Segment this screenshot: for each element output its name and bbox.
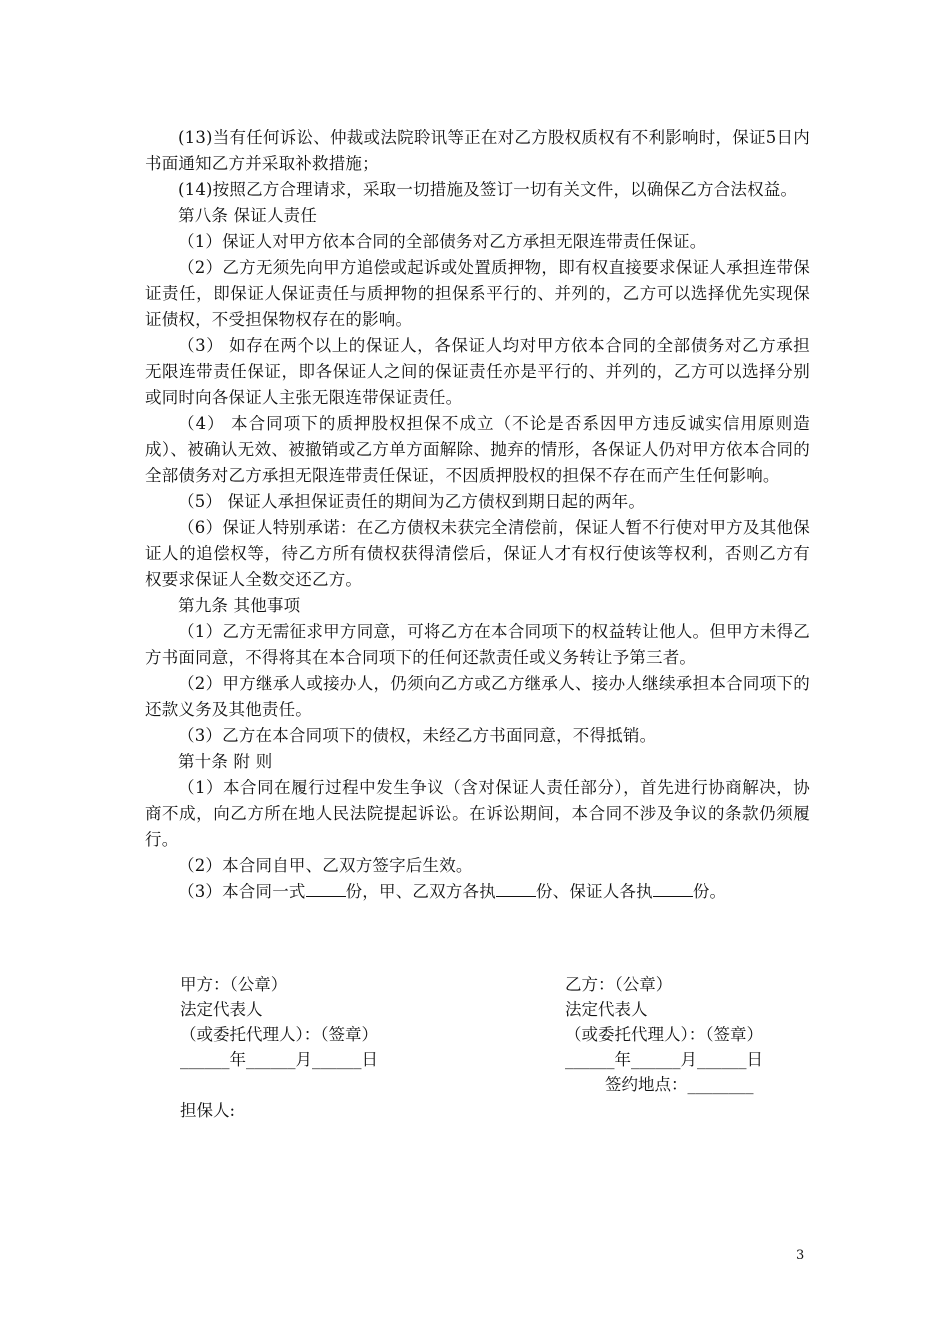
clause-13: (13)当有任何诉讼、仲裁或法院聆讯等正在对乙方股权质权有不利影响时，保证5日内书面通知乙方并采取补救措施； <box>145 128 810 173</box>
copies-guarantor-blank <box>653 880 693 898</box>
party-b-signature-block <box>565 972 763 1097</box>
party-a-signature-block <box>180 972 378 1072</box>
article-9-item-3: （3）乙方在本合同项下的债权，未经乙方书面同意，不得抵销。 <box>178 726 657 745</box>
copies-text-4: 份。 <box>692 882 727 901</box>
article-9-heading: 第九条 其他事项 <box>178 596 301 615</box>
signing-place: 签约地点：________ <box>605 1075 754 1094</box>
article-9-item-1: （1）乙方无需征求甲方同意，可将乙方在本合同项下的权益转让他人。但甲方未得乙方书面同意，不得将其在本合同项下的任何还款责任或义务转让予第三者。 <box>145 622 810 667</box>
article-10-item-3 <box>145 879 810 905</box>
party-b-date: ______年______月______日 <box>565 1050 763 1069</box>
copies-text-3: 份、保证人各执 <box>535 882 653 901</box>
article-8-item-4: （4） 本合同项下的质押股权担保不成立（不论是否系因甲方违反诚实信用原则造成）、被确认无效、被撤销或乙方单方面解除、抛弃的情形，各保证人仍对甲方依本合同的全部债务对乙方承担无限连带责任保证，不因质押股权的担保不存在而产生任何影响。 <box>145 414 810 485</box>
article-8-item-2: （2）乙方无须先向甲方追偿或起诉或处置质押物，即有权直接要求保证人承担连带保证责任，即保证人保证责任与质押物的担保系平行的、并列的，乙方可以选择优先实现保证债权，不受担保物权存在的影响。 <box>145 258 810 329</box>
party-a-label: 甲方：（公章） <box>180 975 288 994</box>
copies-text-1: （3）本合同一式 <box>178 882 306 901</box>
article-10-item-2: （2）本合同自甲、乙双方签字后生效。 <box>178 856 473 875</box>
clause-14: (14)按照乙方合理请求，采取一切措施及签订一切有关文件，以确保乙方合法权益。 <box>178 180 798 199</box>
copies-parties-blank <box>496 880 536 898</box>
contract-body <box>145 125 810 905</box>
party-b-rep: 法定代表人 <box>565 1000 648 1019</box>
page-number: 3 <box>796 1248 805 1263</box>
article-8-item-1: （1）保证人对甲方依本合同的全部债务对乙方承担无限连带责任保证。 <box>178 232 707 251</box>
party-b-label: 乙方：（公章） <box>565 975 673 994</box>
copies-text-2: 份，甲、乙双方各执 <box>345 882 496 901</box>
article-8-heading: 第八条 保证人责任 <box>178 206 318 225</box>
party-a-date: ______年______月______日 <box>180 1050 378 1069</box>
article-10-heading: 第十条 附 则 <box>178 752 273 771</box>
article-8-item-5: （5） 保证人承担保证责任的期间为乙方债权到期日起的两年。 <box>178 492 646 511</box>
article-8-item-6: （6）保证人特别承诺：在乙方债权未获完全清偿前，保证人暂不行使对甲方及其他保证人的追偿权等，待乙方所有债权获得清偿后，保证人才有权行使该等权利，否则乙方有权要求保证人全数交还乙方。 <box>145 518 810 589</box>
article-9-item-2: （2）甲方继承人或接办人，仍须向乙方或乙方继承人、接办人继续承担本合同项下的还款义务及其他责任。 <box>145 674 810 719</box>
guarantor-label: 担保人: <box>180 1101 236 1120</box>
article-8-item-3: （3） 如存在两个以上的保证人，各保证人均对甲方依本合同的全部债务对乙方承担无限连带责任保证，即各保证人之间的保证责任亦是平行的、并列的，乙方可以选择分别或同时向各保证人主张无限连带保证责任。 <box>145 336 810 407</box>
article-10-item-1: （1）本合同在履行过程中发生争议（含对保证人责任部分），首先进行协商解决，协商不成，向乙方所在地人民法院提起诉讼。在诉讼期间，本合同不涉及争议的条款仍须履行。 <box>145 778 810 849</box>
party-b-agent: （或委托代理人）：（签章） <box>565 1025 763 1044</box>
party-a-agent: （或委托代理人）：（签章） <box>180 1025 378 1044</box>
copies-total-blank <box>306 880 346 898</box>
party-a-rep: 法定代表人 <box>180 1000 263 1019</box>
